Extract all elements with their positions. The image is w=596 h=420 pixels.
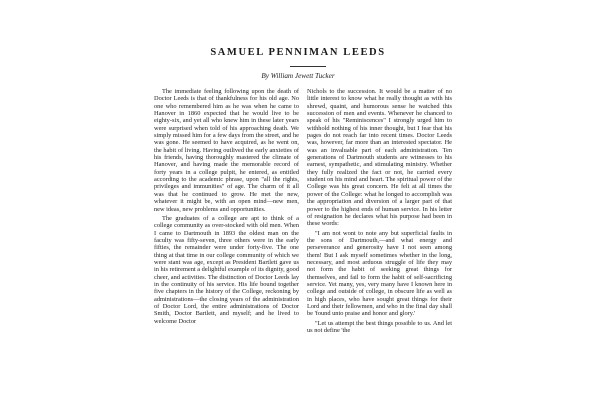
paragraph: "Let us attempt the best things possible to us. And let us not define 'the (307, 319, 452, 334)
paragraph: Nichols to the succession. It would be a matter of no little interest to know what he really thought as with his shrewd, quaint, and humorous sense he watched this succession of men and events. Whenever he chanced to speak of his "Reminiscences" I strongly urged him to withhold nothing of his inner thought, but I fear that his pages do not reach far into recent times. Doctor Leeds was, however, far more than an interested spectator. He was an invaluable part of each administration. Ten generations of Dartmouth students are witnesses to his earnest, sympathetic, and stimulating ministry. Whether they fully realized the fact or not, he carried every student on his mind and heart. The spiritual power of the College was his great concern. He felt at all times the power of the College: what he longed to accomplish was the appropriation and diversion of a larger part of that power to the highest ends of human service. In his letter of resignation he declares what his purpose had been in these words: (307, 88, 452, 228)
text-column-right (307, 88, 452, 334)
title-rule (290, 66, 326, 67)
paragraph: The graduates of a college are apt to think of a college community as over-stocked with old men. When I came to Dartmouth in 1893 the oldest man on the faculty was fifty-seven, three others were in the early fifties, the remainder were under forty-five. The one thing at that time in our college community of which we were stant was age, except as President Bartlett gave us in his retirement a delightful example of its dignity, good cheer, and activities. The distinction of Doctor Leeds lay in the continuity of his service. His life bound together five chapters in the history of the College, reckoning by administrations—the closing years of the administration of Doctor Lord, the entire administrations of Doctor Smith, Doctor Bartlett, and myself; and he lived to welcome Doctor (154, 214, 299, 325)
paragraph: The immediate feeling following upon the death of Doctor Leeds is that of thankfulness for his old age. No one who remembered him as he was when he came to Hanover in 1860 expected that he would live to be eighty-six, and yet all who knew him in these later years were surprised when told of his approaching death. We simply missed him for a few days from the street, and he was gone. He seemed to have acquired, as he went on, the habit of living. Having outlived the early anxieties of his friends, having thoroughly mastered the climate of Hanover, and having made the memorable record of forty years in a college pulpit, he entered, as entitled according to the academic phrase, upon "all the rights, privileges and immunities" of age. The charm of it all was that he continued to grow. He met the new, whatever it might be, with an open mind—new men, new ideas, new problems and opportunities. (154, 88, 299, 213)
text-column-left (154, 88, 299, 325)
article-byline: By William Jewett Tucker (261, 72, 335, 80)
article-title: SAMUEL PENNIMAN LEEDS (210, 47, 386, 58)
paragraph: "I am not wont to note any but superficial faults in the sons of Dartmouth,—and what energy and perseverance and generosity have I not seen among them! But I ask myself sometimes whether in the long, necessary, and most arduous struggle of life they may not form the habit of seeking great things for themselves, and fail to form the habit of self-sacrificing service. Yet many, yes, very many have I known here in college and outside of college, in obscure life as well as in high places, who have sought great things for their Lord and their fellowmen, and who in the final day shall be 'found unto praise and honor and glory.' (307, 229, 452, 318)
